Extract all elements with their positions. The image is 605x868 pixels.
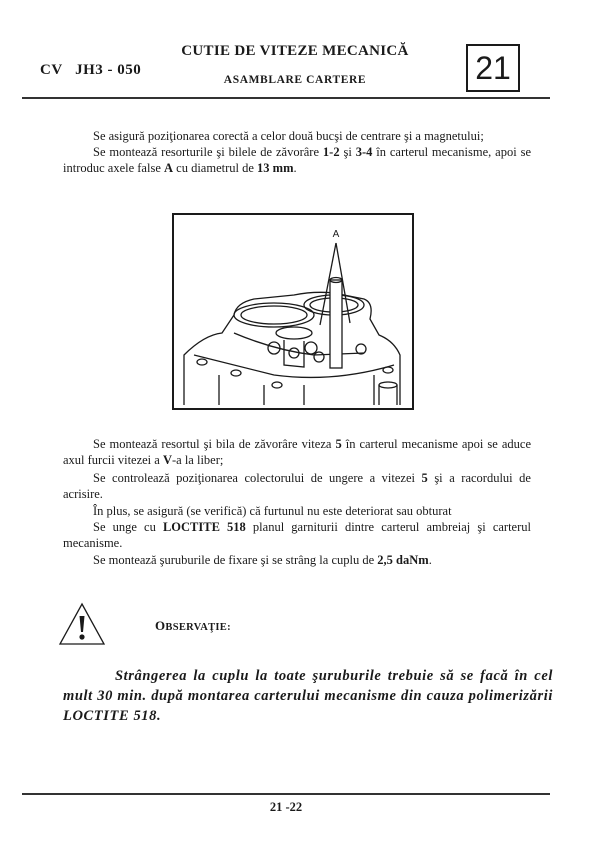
footer-divider bbox=[22, 793, 550, 795]
text: planul garniturii dintre carterul ambreiaj şi carterul mecanisme. bbox=[63, 520, 531, 550]
header-divider bbox=[22, 97, 550, 99]
paragraph-6 bbox=[63, 519, 531, 551]
bold-text: 5 bbox=[335, 437, 342, 451]
document-code: CV JH3 - 050 bbox=[40, 62, 142, 78]
text: BSERVAŢIE: bbox=[165, 622, 231, 633]
bold-text: 3-4 bbox=[355, 145, 373, 159]
bold-text: A bbox=[164, 161, 174, 175]
bold-text: LOCTITE 518 bbox=[162, 520, 246, 534]
bold-text: 13 mm bbox=[257, 161, 294, 175]
observation-note bbox=[63, 666, 553, 726]
text: şi a racordului de acrisire. bbox=[63, 471, 531, 501]
text: Se montează şuruburile de fixare şi se strâng la cuplu de bbox=[93, 553, 378, 567]
assembly-figure bbox=[172, 213, 414, 410]
bold-text: V bbox=[162, 453, 172, 467]
paragraph-text: Se asigură poziţionarea corectă a celor două bucşi de centrare şi a magnetului; bbox=[93, 129, 484, 143]
warning-triangle-icon bbox=[58, 602, 106, 646]
bold-text: 1-2 bbox=[322, 145, 340, 159]
text: Se unge cu bbox=[93, 520, 163, 534]
paragraph-5 bbox=[63, 503, 531, 519]
gearbox-housing-illustration-icon bbox=[174, 215, 412, 408]
paragraph-3 bbox=[63, 436, 531, 468]
text: Se controlează poziţionarea colectorului de ungere a vitezei bbox=[93, 471, 422, 485]
text: în carterul mecanisme, apoi se introduc axele false bbox=[63, 145, 531, 175]
paragraph-1 bbox=[63, 128, 531, 144]
text: Se montează resorturile şi bilele de zăvorâre bbox=[93, 145, 323, 159]
chapter-number-box: 21 bbox=[466, 44, 520, 92]
text: În plus, se asigură (se verifică) că furtunul nu este deteriorat sau obturat bbox=[93, 504, 452, 518]
figure-label-a: A bbox=[332, 229, 340, 240]
note-text: Strângerea la cuplu la toate şuruburile trebuie să se facă în cel mult 30 min. după montarea carterului mecanisme din cauza polimerizării LOCTITE 518. bbox=[63, 668, 553, 724]
text: Se montează resortul şi bila de zăvorâre viteza bbox=[93, 437, 336, 451]
text: cu diametrul de bbox=[173, 161, 258, 175]
document-title: CUTIE DE VITEZE MECANICĂ bbox=[181, 43, 409, 59]
bold-text: 2,5 daNm bbox=[377, 553, 429, 567]
text: . bbox=[293, 161, 297, 175]
observation-heading bbox=[155, 618, 231, 634]
bold-text: 5 bbox=[421, 471, 428, 485]
text: în carterul mecanisme apoi se aduce axul furcii vitezei a bbox=[63, 437, 531, 467]
paragraph-2 bbox=[63, 144, 531, 176]
text: şi bbox=[339, 145, 356, 159]
paragraph-7 bbox=[63, 552, 531, 568]
section-subtitle: ASAMBLARE CARTERE bbox=[223, 74, 367, 86]
text: -a la liber; bbox=[171, 453, 224, 467]
page-number: 21 -22 bbox=[269, 800, 303, 814]
text: . bbox=[428, 553, 432, 567]
text: O bbox=[155, 618, 166, 633]
paragraph-4 bbox=[63, 470, 531, 502]
